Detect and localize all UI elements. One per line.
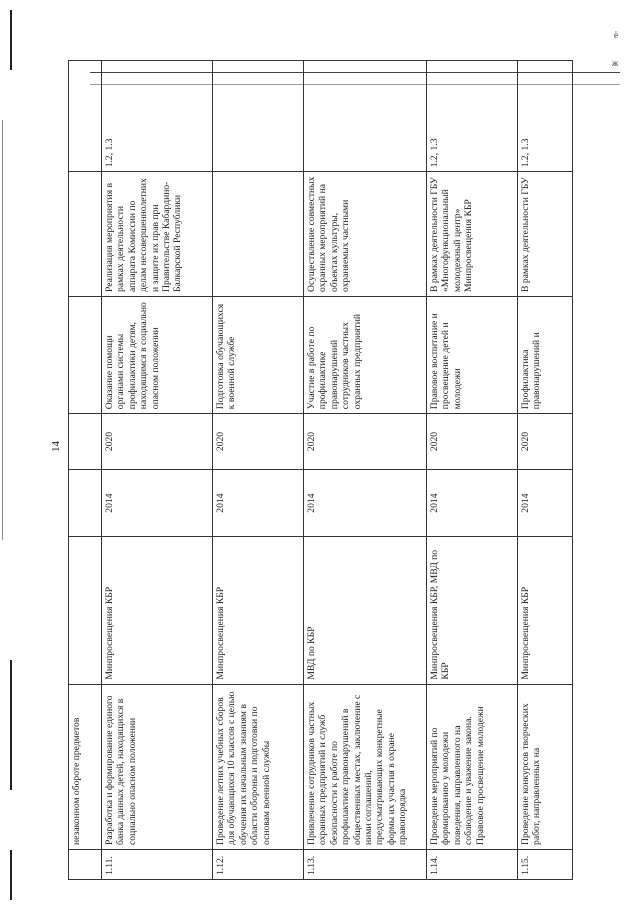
- result-cell: Подготовка обучающихся к военной службе: [213, 296, 304, 413]
- binding-mark-left-edge: [2, 120, 3, 540]
- binding-mark-top: [10, 10, 12, 70]
- table-row: [427, 61, 518, 880]
- start-year-cell: 2014: [427, 469, 518, 537]
- indicator-cell: 1.2, 1.3: [518, 61, 573, 172]
- executor-cell: МВД по КБР: [304, 537, 427, 684]
- corner-mark-2: ж: [612, 58, 619, 68]
- activity-cell: Привлечение сотрудников частных охранных предприятий и служб безопасности к работе по профилактике правонарушений в общественных местах, заключение с ними соглашений, предусматривающих конкретные формы их участия в охране правопорядка: [304, 684, 427, 849]
- result-cell: Правовое воспитание и просвещение детей и молодежи: [427, 296, 518, 413]
- row-number: 1.15.: [518, 849, 573, 879]
- row-number: 1.13.: [304, 849, 427, 879]
- binding-mark-middle: [10, 660, 12, 790]
- table-row: [213, 61, 304, 880]
- rotated-table-container: [68, 60, 633, 880]
- mechanism-cell: [213, 172, 304, 297]
- table-row: [304, 61, 427, 880]
- executor-cell: Минпросвещения КБР: [102, 537, 213, 684]
- row-number: 1.12.: [213, 849, 304, 879]
- executor-cell: Минпросвещения КБР: [518, 537, 573, 684]
- page-number: 14: [50, 441, 62, 452]
- measures-table: [68, 60, 573, 880]
- mechanism-cell: Осуществление совместных охранных мероприятий на объектах культуры, охраняемых частными: [304, 172, 427, 297]
- mechanism-cell: В рамках деятельности ГБУ: [518, 172, 573, 297]
- activity-cell: Разработка и формирование единого банка данных детей, находящихся в социально опасном положении: [102, 684, 213, 849]
- end-year-cell: 2020: [427, 414, 518, 470]
- start-year-cell: 2014: [213, 469, 304, 537]
- table-row-continuation: [69, 61, 102, 880]
- mechanism-cell: Реализация мероприятия в рамках деятельности аппарата Комиссии по делам несовершеннолетних и защите их прав при Правительстве Кабардино-Балкарской Республики: [102, 172, 213, 297]
- result-cell: Профилактика правонарушений и: [518, 296, 573, 413]
- end-year-cell: 2020: [102, 414, 213, 470]
- table-row: [102, 61, 213, 880]
- indicator-cell: 1.2, 1.3: [102, 61, 213, 172]
- indicator-cell: 1.2, 1.3: [427, 61, 518, 172]
- end-year-cell: 2020: [213, 414, 304, 470]
- activity-cell: Проведение летних учебных сборов для обучающихся 10 классов с целью обучения их начальным знаниям в области обороны и подготовки по основам военной службы: [213, 684, 304, 849]
- mechanism-cell: В рамках деятельности ГБУ «Многофункциональный молодежный центр» Минпросвещения КБР: [427, 172, 518, 297]
- result-cell: Оказание помощи органами системы профилактики детям, находящимся в социально опасном положении: [102, 296, 213, 413]
- start-year-cell: 2014: [102, 469, 213, 537]
- row-number: 1.11.: [102, 849, 213, 879]
- executor-cell: Минпросвещения КБР: [213, 537, 304, 684]
- indicator-cell: [213, 61, 304, 172]
- corner-mark-1: ё: [614, 30, 618, 40]
- binding-mark-bottom: [10, 850, 12, 900]
- indicator-cell: [304, 61, 427, 172]
- activity-cell: Проведение конкурсов творческих работ, направленных на: [518, 684, 573, 849]
- end-year-cell: 2020: [518, 414, 573, 470]
- end-year-cell: 2020: [304, 414, 427, 470]
- executor-cell: Минпросвещения КБР, МВД по КБР: [427, 537, 518, 684]
- activity-cell: Проведение мероприятий по формированию у молодежи поведения, направленного на соблюдение и уважение закона. Правовое просвещение молодежи: [427, 684, 518, 849]
- table-row: [518, 61, 573, 880]
- result-cell: Участие в работе по профилактике правонарушений сотрудников частных охранных предприятий: [304, 296, 427, 413]
- row-number: 1.14.: [427, 849, 518, 879]
- start-year-cell: 2014: [518, 469, 573, 537]
- start-year-cell: 2014: [304, 469, 427, 537]
- continuation-text: незаконном обороте предметов: [69, 684, 102, 849]
